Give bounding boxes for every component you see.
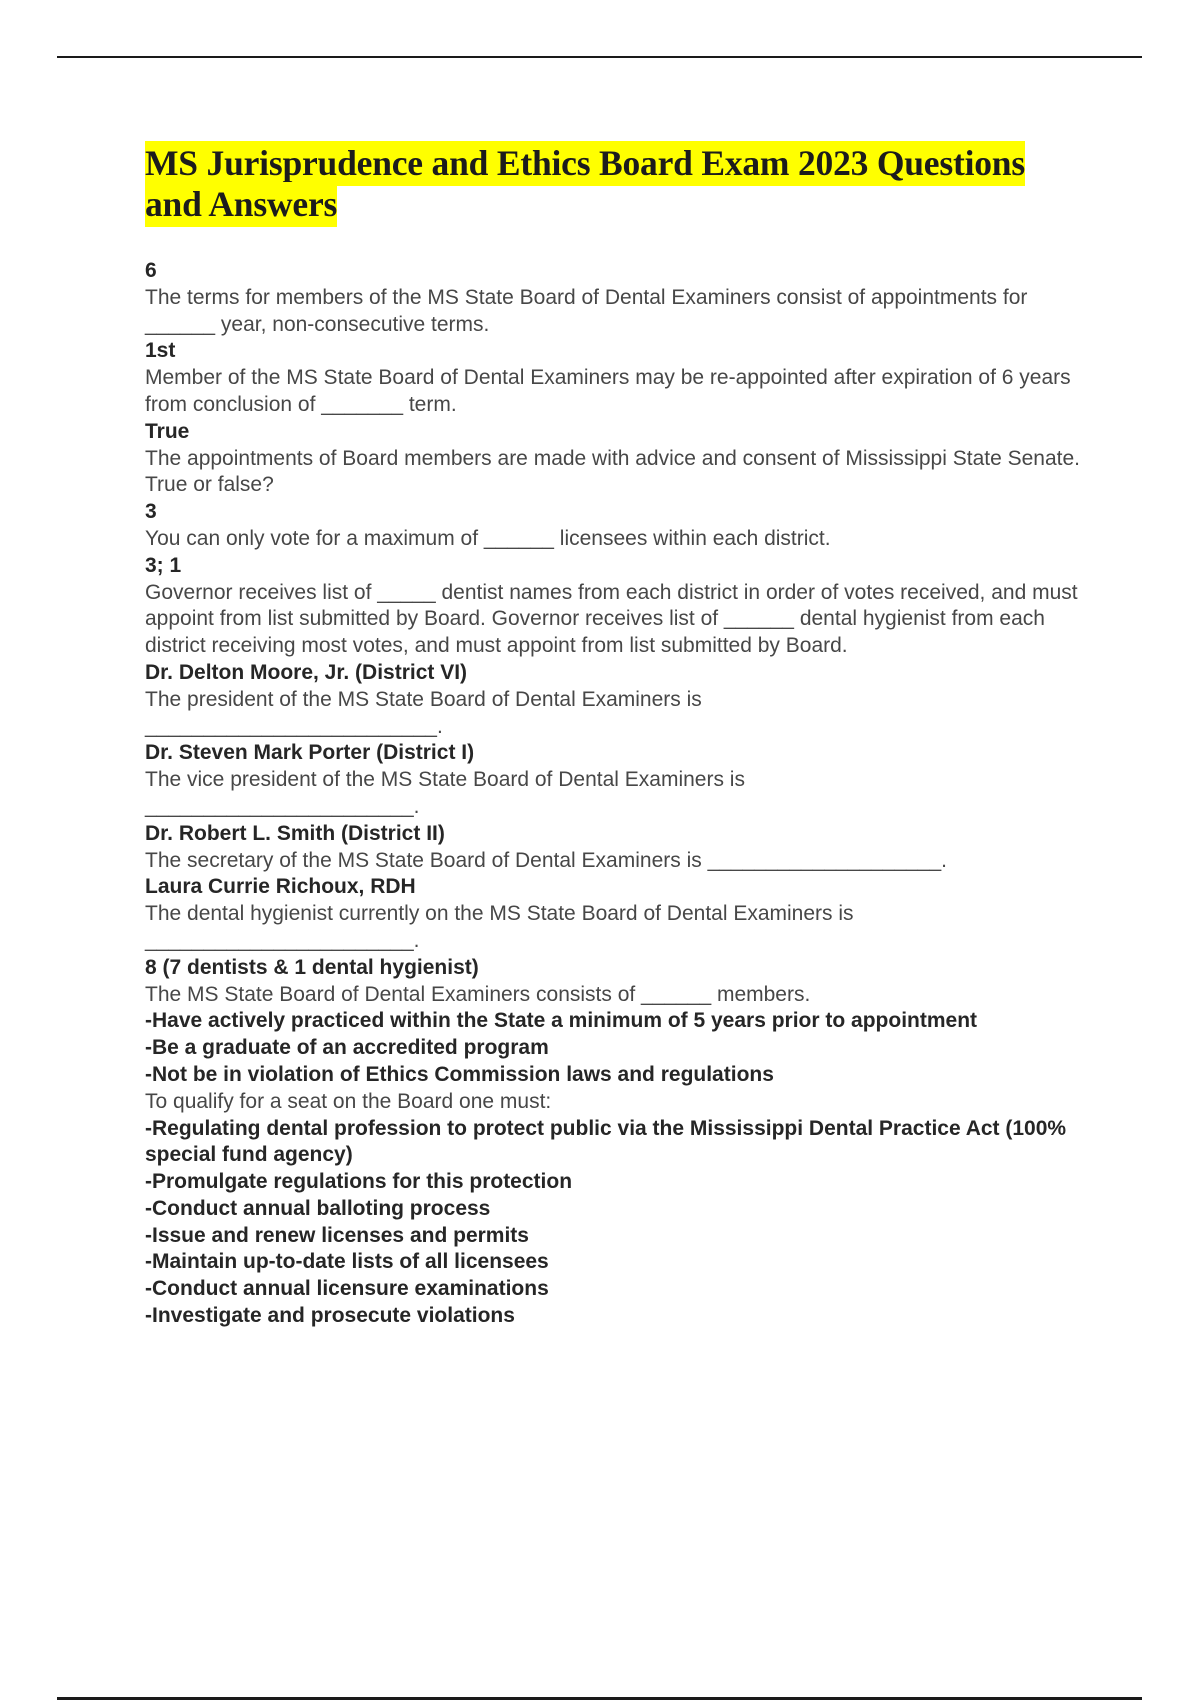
duties-answer-line: -Regulating dental profession to protect public via the Mississippi Dental Practice Act (100% special fund agency) xyxy=(145,1116,1067,1167)
duties-answer-line: -Promulgate regulations for this protection xyxy=(145,1170,573,1194)
answer-text: 8 (7 dentists & 1 dental hygienist) xyxy=(145,955,479,979)
qa-content xyxy=(145,258,1085,1330)
question-text: The vice president of the MS State Board of Dental Examiners is xyxy=(145,768,745,792)
answer-text: 1st xyxy=(145,339,176,363)
question-text: The appointments of Board members are made with advice and consent of Mississippi State Senate. True or false? xyxy=(145,446,1080,497)
answer-text: Dr. Robert L. Smith (District II) xyxy=(145,821,445,845)
duties-answer-line: -Maintain up-to-date lists of all licensees xyxy=(145,1250,549,1274)
qualify-question: To qualify for a seat on the Board one must: xyxy=(145,1089,552,1113)
answer-text: Laura Currie Richoux, RDH xyxy=(145,875,416,899)
qualify-answer-line: -Be a graduate of an accredited program xyxy=(145,1036,549,1060)
question-blank: _______________________. xyxy=(145,928,420,952)
answer-text: Dr. Delton Moore, Jr. (District VI) xyxy=(145,660,468,684)
answer-text: 3; 1 xyxy=(145,553,182,577)
question-text: The terms for members of the MS State Board of Dental Examiners consist of appointments for ______ year, non-consecutive terms. xyxy=(145,285,1028,336)
question-text: The MS State Board of Dental Examiners consists of ______ members. xyxy=(145,982,811,1006)
answer-text: Dr. Steven Mark Porter (District I) xyxy=(145,741,475,765)
answer-text: 6 xyxy=(145,259,157,282)
question-text: The secretary of the MS State Board of Dental Examiners is ____________________. xyxy=(145,848,947,872)
answer-text: True xyxy=(145,419,190,443)
duties-answer-line: -Investigate and prosecute violations xyxy=(145,1304,515,1328)
duties-answer-line: -Conduct annual licensure examinations xyxy=(145,1277,549,1301)
question-text: Governor receives list of _____ dentist names from each district in order of votes received, and must appoint from list submitted by Board. Governor receives list of ______ dental hygienist from each district receiving most votes, and must appoint from list submitted by Board. xyxy=(145,580,1078,658)
document-title xyxy=(145,143,1085,225)
question-text: Member of the MS State Board of Dental Examiners may be re-appointed after expiration of 6 years from conclusion of _______ term. xyxy=(145,366,1071,416)
header-rule xyxy=(57,56,1142,58)
title-highlight xyxy=(145,141,1025,227)
question-text: You can only vote for a maximum of ______ licensees within each district. xyxy=(145,526,831,550)
title-line-2: and Answers xyxy=(145,184,338,224)
question-text: The dental hygienist currently on the MS State Board of Dental Examiners is xyxy=(145,902,854,926)
question-text: The president of the MS State Board of Dental Examiners is xyxy=(145,687,702,711)
duties-answer-line: -Conduct annual balloting process xyxy=(145,1196,491,1220)
qualify-answer-line: -Have actively practiced within the State a minimum of 5 years prior to appointment xyxy=(145,1009,978,1033)
qualify-answer-line: -Not be in violation of Ethics Commission laws and regulations xyxy=(145,1062,774,1086)
title-line-1: MS Jurisprudence and Ethics Board Exam 2023 Questions xyxy=(145,143,1025,183)
answer-text: 3 xyxy=(145,500,157,524)
question-blank: _______________________. xyxy=(145,794,420,818)
duties-answer-line: -Issue and renew licenses and permits xyxy=(145,1223,529,1247)
question-blank: _________________________. xyxy=(145,714,443,738)
